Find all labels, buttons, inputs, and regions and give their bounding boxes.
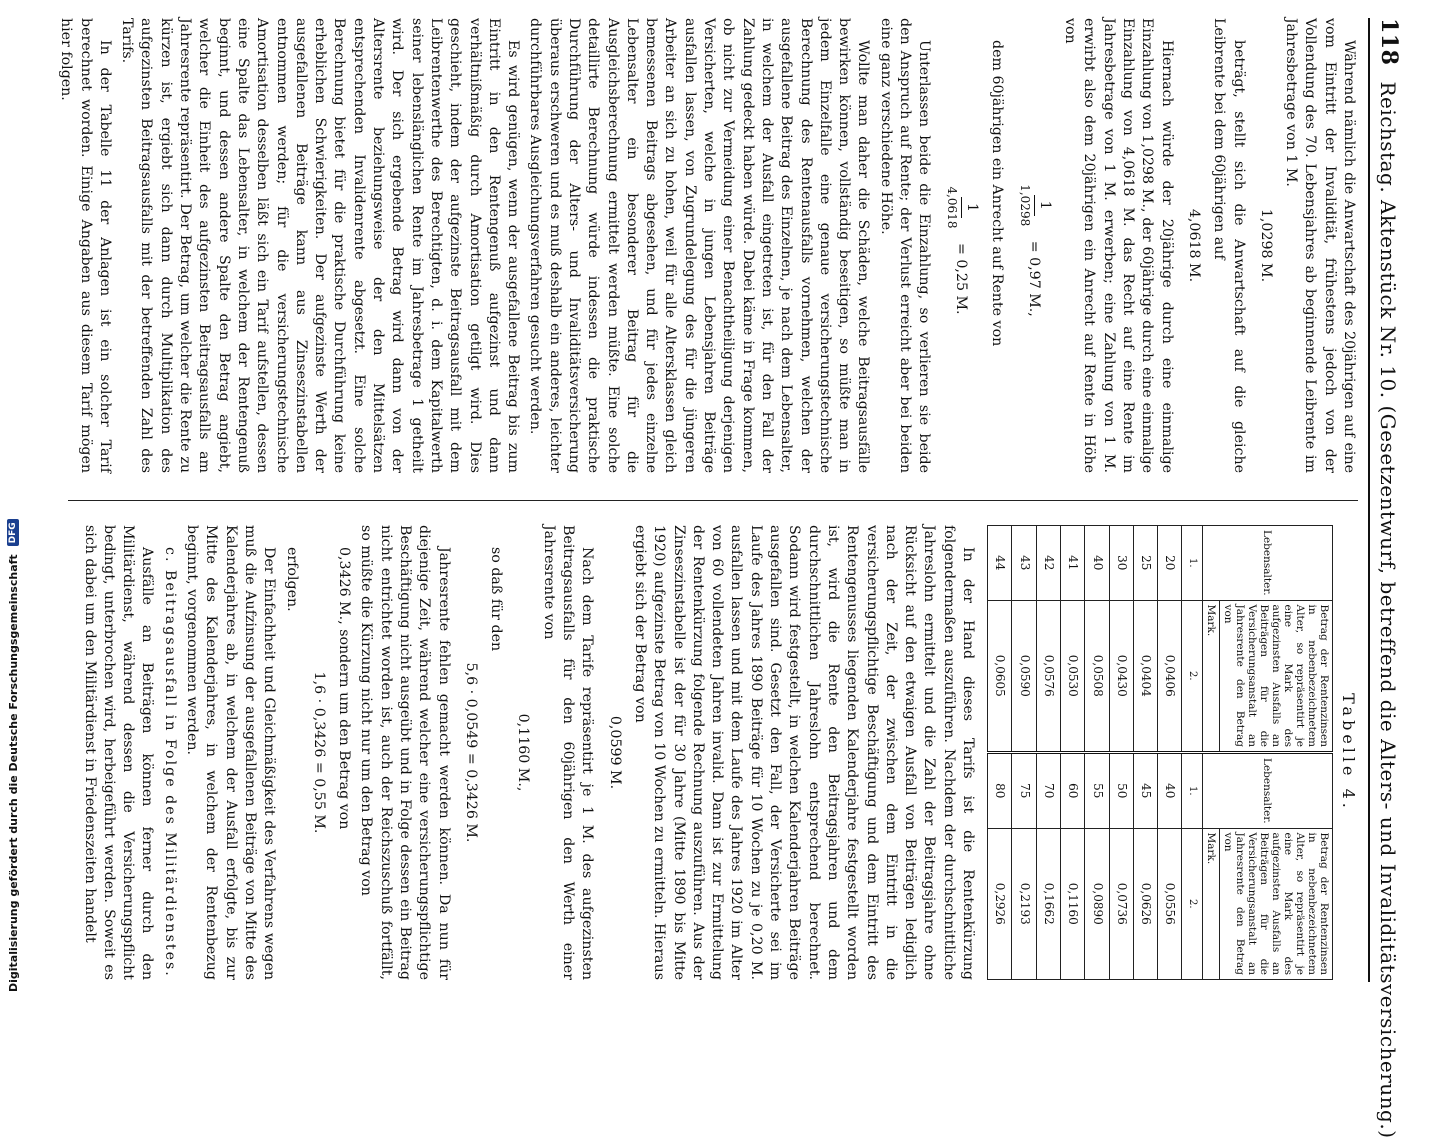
table-header-value: Betrag der Rentenzinsen in nebenbezeichnetem Alter, so repräsentirt je eine Mark des aufgezinsten Ausfalls an Beiträgen für die Versicherungsanstalt an Jahresrente den Betrag von	[1219, 828, 1332, 979]
fraction-formula	[1014, 18, 1054, 473]
page-number: 118	[1376, 18, 1402, 66]
paragraph: Nach dem Tarife repräsentirt je 1 M. des aufgezinsten Beitragsausfalls für den 60jährigen den Werth einer Jahresrente von	[540, 525, 596, 980]
table-header-unit: Mark.	[1202, 600, 1219, 752]
age-cell: 42	[1036, 526, 1060, 601]
paragraph: Ausfälle an Beiträgen können ferner durch den Militärdienst, während dessen die Versicherungspflicht bedingt, unterbrochen wird, herbeigeführt werden. Soweit es sich dabei um den Militärdienst in Friedenszeiten handelt	[81, 525, 156, 980]
digitization-footer	[0, 0, 26, 1000]
table-row	[1012, 526, 1036, 980]
footer-text: Digitalisierung gefördert durch die Deutsche Forschungsgemeinschaft	[6, 554, 20, 992]
paragraph: beträgt, stellt sich die Anwartschaft auf die gleiche Leibrente bei dem 60jährigen auf	[1211, 18, 1247, 473]
value-cell: 0,0406	[1158, 600, 1182, 752]
fraction-result: = 0,25 M.	[953, 242, 970, 315]
table-header-age: Lebensalter.	[1202, 526, 1332, 601]
age-cell: 80	[988, 753, 1012, 829]
paragraph: dem 60jährigen ein Anrecht auf Rente von	[989, 40, 1006, 347]
table-header-age: Lebensalter.	[1202, 753, 1332, 829]
paragraph: In der Tabelle 11 der Anlagen ist ein solcher Tarif berechnet worden. Einige Angaben aus diesem Tarif mögen hier folgen.	[58, 18, 113, 473]
value-cell: 0,0430	[1109, 600, 1133, 752]
age-cell: 55	[1085, 753, 1109, 829]
table-row	[1036, 526, 1060, 980]
value-cell: 0,1160	[1060, 828, 1084, 979]
table-row	[988, 526, 1012, 980]
paragraph: Es wird genügen, wenn der ausgefallene Beitrag bis zum Eintritt in den Rentengenuß aufgezinst und dann verhältnißmäßig durch Amortisation getilgt wird. Dies geschieht, indem der aufgezinste Beitragsausfall mit dem Leibrentenwerthe des Berechtigten, d. i. dem Kapitalwerth seiner lebenslänglichen Rente im Jahresbetrage 1 getheilt wird. Der sich ergebende Betrag wird dann von der Altersrente beziehungsweise der den Mittelsätzen entsprechenden Invalidenrente abgesetzt. Eine solche Berechnung bietet für die praktische Durchführung keine erheblichen Schwierigkeiten. Der aufgezinste Werth der ausgefallenen Beiträge kann aus Zinseszinstabellen entnommen werden; für die versicherungstechnische Amortisation desselben läßt sich ein Tarif aufstellen, dessen eine Spalte das Lebensalter, in welchem der Rentengenuß beginnt, und dessen andere Spalte den Betrag angiebt, welcher die Einheit des aufgezinsten Beitragsausfalls am Jahresrente repräsentirt. Der Betrag, um welcher die Rente zu kürzen ist, ergiebt sich dann durch Multiplikation des aufgezinsten Beitragsausfalls mit der betreffenden Zahl des Tarifs.	[119, 18, 522, 473]
age-cell: 45	[1133, 753, 1157, 829]
table-row	[1085, 526, 1109, 980]
paragraph: Der Einfachheit und Gleichmäßigkeit des Verfahrens wegen muß die Aufzinsung der ausgefallenen Beiträge von Mitte des Kalenderjahres ab, in welchem der Ausfall erfolgte, bis zur Mitte des Kalenderjahres, in welchem der Rentenbezug beginnt, vorgenommen werden.	[184, 525, 278, 980]
formula: 5,6 · 0,0549 = 0,3426 M.	[462, 662, 479, 843]
value-cell: 0,2926	[988, 828, 1012, 979]
rate-table	[987, 525, 1333, 980]
formula: 1,6 · 0,3426 = 0,55 M.	[310, 671, 327, 834]
age-cell: 41	[1060, 526, 1084, 601]
value-cell: 0,2193	[1012, 828, 1036, 979]
table-body	[988, 526, 1182, 980]
age-cell: 50	[1109, 753, 1133, 829]
table-header-unit: Mark.	[1202, 828, 1219, 979]
column-number: 1.	[1182, 526, 1202, 601]
left-column	[58, 18, 1358, 473]
table-row	[1158, 526, 1182, 980]
formula: 4,0618 M.	[1185, 208, 1202, 283]
paragraph: 0,3426 M., sondern um den Betrag von	[336, 547, 353, 830]
value-cell: 0,0590	[1012, 600, 1036, 752]
column-number: 1.	[1182, 753, 1202, 829]
value-cell: 0,0508	[1085, 600, 1109, 752]
column-number: 2.	[1182, 828, 1202, 979]
table-title: Tabelle 4.	[1339, 693, 1358, 812]
value-cell: 0,0605	[988, 600, 1012, 752]
fraction-numerator: 1	[961, 197, 981, 218]
column-divider	[68, 500, 1358, 501]
value-cell: 0,0530	[1060, 600, 1084, 752]
fraction-denominator: 1,0298	[1017, 184, 1032, 227]
running-title: Reichstag. Aktenstück Nr. 10. (Gesetzentwurf, betreffend die Alters- und Invaliditätsversicherung.)	[1376, 81, 1400, 1139]
formula: 1,0298 M.	[1257, 208, 1274, 283]
value-cell: 0,1662	[1036, 828, 1060, 979]
age-cell: 43	[1012, 526, 1036, 601]
formula: 0,0599 M.	[606, 715, 623, 790]
right-column	[68, 525, 1358, 980]
age-cell: 25	[1133, 526, 1157, 601]
page-header	[1376, 18, 1414, 1139]
value-cell: 0,0556	[1158, 828, 1182, 979]
table-header-value: Betrag der Rentenzinsen in nebenbezeichnetem Alter, so repräsentirt je eine Mark des aufgezinsten Ausfalls an Beiträgen für die Versicherungsanstalt an Jahresrente den Betrag von	[1219, 600, 1332, 752]
age-cell: 75	[1012, 753, 1036, 829]
value-cell: 0,0626	[1133, 828, 1157, 979]
paragraph: Hiernach würde der 20jährige durch eine einmalige Einzahlung von 1,0298 M., der 60jährige durch eine einmalige Einzahlung von 4,0618 M. das Recht auf eine Rente im Jahresbetrage von 1 M. erwerben; eine Zahlung von 1 M. erwirbt also dem 20jährigen ein Anrecht auf Rente in Höhe von	[1062, 18, 1175, 473]
age-cell: 40	[1158, 753, 1182, 829]
value-cell: 0,0736	[1109, 828, 1133, 979]
fraction-numerator: 1	[1034, 195, 1054, 216]
paragraph: Unterlassen beide die Einzahlung, so verlieren sie beide den Anspruch auf Rente; der Verlust erreicht aber bei beiden eine ganz verschiedene Höhe.	[877, 18, 933, 473]
dfg-logo-icon: DFG	[7, 519, 19, 546]
table-row	[1060, 526, 1084, 980]
table-row	[1109, 526, 1133, 980]
paragraph: Jahresrente fehlen gemacht werden können. Da nun für diejenige Zeit, während welcher eine versicherungspflichtige Beschäftigung nicht ausgeübt und in Folge dessen ein Beitrag nicht entrichtet worden ist, auch der Reichszuschuß fortfällt, so müßte die Kürzung nicht nur um den Betrag von	[358, 525, 452, 980]
paragraph: so daß für den	[488, 547, 505, 652]
paragraph: Wollte man daher die Schäden, welche Beitragsausfälle bewirken können, vollständig beseitigen, so müßte man in jedem Einzelfalle eine genaue versicherungstechnische Berechnung des Rentenausfalls vornehmen, welchen der ausgefallene Beitrag des Einzelnen, je nach dem Lebensalter, in welchem der Ausfall eingetreten ist, für den Fall der Zahlung gedeckt haben würde. Dabei käme in Frage kommen, ob nicht zur Vermeidung einer Benachtheiligung derjenigen Versicherten, welche in jungen Lebensjahren Beiträge ausfallen lassen, von Zugrundelegung des für die jüngeren Arbeiter an sich zu hohen, weil für alle Altersklassen gleich bemessenen Beitrags abgesehen, und für jedes einzelne Lebensalter ein besonderer Beitrag für die Ausgleichsberechnung ermittelt werden müßte. Eine solche detaillirte Berechnung würde indessen die praktische Durchführung der Alters- und Invaliditätsversicherung überaus erschweren und es muß deshalb ein anderes, leichter durchführbares Ausgleichungsverfahren gesucht werden.	[527, 18, 872, 473]
paragraph: erfolgen.	[283, 547, 300, 612]
formula: 0,1160 M.,	[515, 713, 532, 792]
fraction-formula	[941, 18, 981, 473]
age-cell: 40	[1085, 526, 1109, 601]
value-cell: 0,0576	[1036, 600, 1060, 752]
value-cell: 0,0404	[1133, 600, 1157, 752]
paragraph: In der Hand dieses Tarifs ist die Rentenkürzung folgendermaßen auszuführen. Nachdem der durchschnittliche Jahreslohn ermittelt und die Zahl der Beitragsjahre ohne Rücksicht auf den etwaigen Ausfall von Beiträgen lediglich nach der Zeit, der zwischen dem Eintritt in die versicherungspflichtige Beschäftigung und dem Eintritt des Rentengenusses liegenden Kalenderjahre festgestellt worden ist, wird die Rente den Beitragsjahren und dem durchschnittlichen Jahreslohn entsprechend berechnet. Sodann wird festgestellt, in welchen Kalenderjahren Beiträge ausgefallen sind. Gesetzt den Fall, der Versicherte sei im Laufe des Jahres 1890 Beiträge für 10 Wochen zu je 0,20 M. ausfallen lassen und mit dem Laufe des Jahres 1920 im Alter von 60 vollendeten Jahren invalid. Dann ist zur Ermittelung der Rentenkürzung folgende Rechnung auszuführen. Aus der Zinseszinstabelle ist der für 30 Jahre (Mitte 1890 bis Mitte 1920) aufgezinste Betrag von 10 Wochen zu ermitteln. Hieraus ergiebt sich der Betrag von	[631, 525, 977, 980]
age-cell: 60	[1060, 753, 1084, 829]
fraction-denominator: 4,0618	[944, 186, 959, 229]
age-cell: 70	[1036, 753, 1060, 829]
fraction-result: = 0,97 M.,	[1026, 240, 1043, 317]
value-cell: 0,0890	[1085, 828, 1109, 979]
age-cell: 20	[1158, 526, 1182, 601]
section-heading: c. Beitragsausfall in Folge des Militärdienstes.	[161, 547, 178, 978]
document-page	[52, 0, 1432, 1139]
table-row	[1133, 526, 1157, 980]
paragraph: Während nämlich die Anwartschaft des 20jährigen auf eine vom Eintritt der Invalidität, frühestens jedoch von der Vollendung des 70. Lebensjahres ab beginnende Leibrente im Jahresbetrage von 1 M.	[1283, 18, 1357, 473]
column-number: 2.	[1182, 600, 1202, 752]
header-rule	[1368, 18, 1370, 982]
age-cell: 44	[988, 526, 1012, 601]
age-cell: 30	[1109, 526, 1133, 601]
